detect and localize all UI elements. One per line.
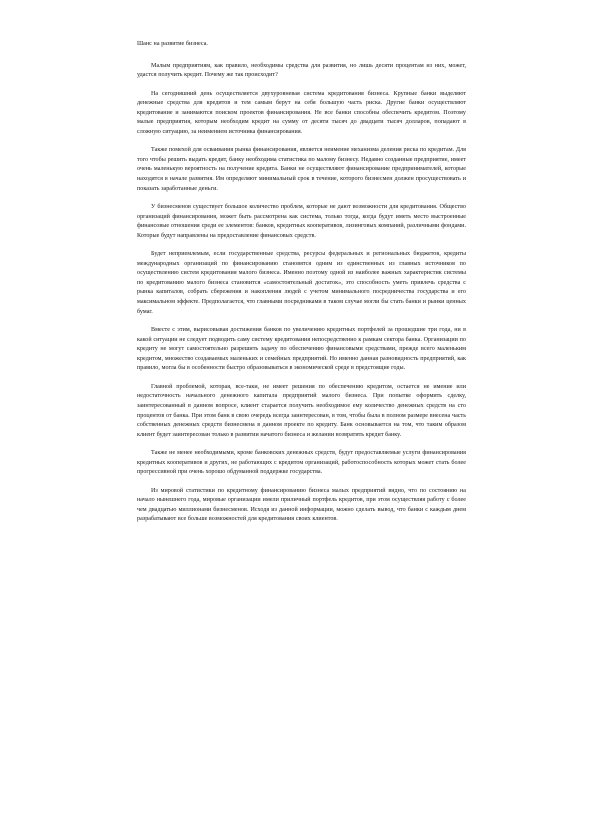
paragraph-risk-mechanism: Также помехой для осваивания рынка финансирования, является неимение механизма деления риска по кредитам. Для того чтобы решить выдать кредит, банку необходима статистика по малому бизнесу. Недавно созданные предприятие, имеет очень маленькую вероятность на получение кредита. Банки не осуществляют финансирование предпринимателей, которые находятся в начале развития. Им определяют минимальный срок в течение, которого бизнесмен должен просуществовать и показать заработанные деньги. [137, 147, 466, 192]
document-text-body [137, 40, 466, 525]
paragraph-credit-portfolios: Вместе с этим, вырисовывая достижения банков по увеличению кредитных портфелей за прошедшие три года, ни в какой ситуации не следует подводить саму систему кредитования непосредственно к рамкам сектора банка. Организации по кредиту не могут самостоятельно разрешить задачу по обеспечению финансовыми средствами, прежде всего маленьким кредитом, множество создаваемых маленьких и семейных предприятий. Но именно данная разновидность предприятий, как правило, могла бы в особенности быстро образовываться в экономической среде в предстоящие годы. [137, 327, 466, 372]
paragraph-state-resources: Будет неприемлемым, если государственные средства, ресурсы федеральных и региональных бюджетов, кредиты международных организаций по финансированию становятся одним из единственных из главных источников по осуществлению систем кредитования малого бизнеса. Именно поэтому одной из наиболее важных характеристик системы по кредитованию малого бизнеса становится «самостоятельный достаток», это способность уметь привлечь средства с рынка капиталов, собрать сбережения и накопления людей с учетом минимального посредничества государства и его максимальном эффекте. Предполагается, что главными посредниками в таком случае могли бы стать банки и рынки ценных бумаг. [137, 251, 466, 315]
document-title: Шанс на развитие бизнеса. [137, 41, 208, 47]
paragraph-world-statistics: Из мировой статистики по кредитному финансированию бизнеса малых предприятий видно, что по состоянию на начало нынешнего года, мировые организации имели приличный портфель кредитов, при этом осуществляя работу с более чем двадцатью миллионами бизнесменов. Исходя из данной информации, можно сделать вывод, что банки с каждым днем разрабатывают все больше возможностей для кредитования своих клиентов. [137, 487, 466, 523]
paragraph-main-problem: Главной проблемой, которая, все-таки, не имеет решения по обеспечению кредитом, остается не имение или недостаточность начального денежного капитала предприятий малого бизнеса. При попытке оформить сделку, заинтересованный в данном вопросе, клиент старается получить необходимое ему количество денежных средств на сто процентов от банка. При этом банк в свою очередь всегда заинтересован, в том, чтобы была в полном размере внесена часть собственных денежных средств бизнесмена в данном проекте по кредиту. Банк основывается на том, что таким образом клиент будет заинтересован только в развитии начатого бизнеса и желании возвратить кредит банку. [137, 383, 466, 438]
paragraph-two-tier-system: На сегодняшний день осуществляется двухуровневая система кредитования бизнеса. Крупные банки выделяют денежные средства для кредитов и тем самым берут на себя большую часть риска. Другие банки осуществляют кредитование и занимаются поиском проектов финансирования. Не все банки способны обеспечить кредитом. Поэтому малые предприятия, которым необходим кредит на сумму от десяти тысяч до двадцати тысяч долларов, попадают в сложную ситуацию, за неимением источника финансирования. [137, 90, 466, 135]
paragraph-cooperatives: Также не менее необходимыми, кроме банковских денежных средств, будут предоставляемые услуги финансирования кредитных кооперативов и других, не работающих с кредитом организаций, работоспособность которых может стать более прогрессивной при очень хорошо обдуманной поддержке государства. [137, 450, 466, 476]
paragraph-intro: Малым предприятиям, как правило, необходимы средства для развития, но лишь десяти процентам из них, может, удастся получить кредит. Почему же так происходит? [137, 62, 466, 79]
paragraph-businessmen-problems: У бизнесменов существует большое количество проблем, которые не дают возможности для кредитования. Общество организаций финансирования, может быть рассмотрена как система, только тогда, когда будут иметь место выстроенные финансовые отношения среди ее элементов: банков, кредитных кооперативов, лизинговых компаний, различными фондами. Которые будут направлены на предоставление финансовых средств. [137, 204, 466, 239]
